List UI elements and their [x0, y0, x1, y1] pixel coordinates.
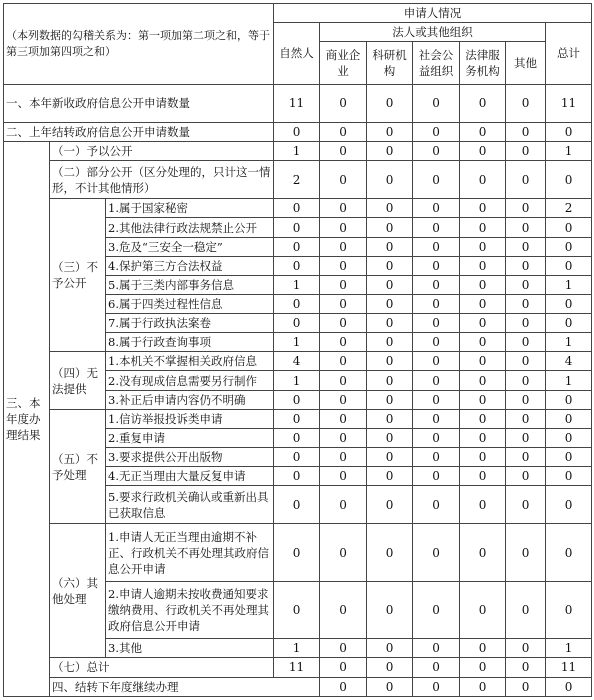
- cell: 0: [506, 428, 546, 447]
- cell: 0: [274, 256, 320, 275]
- cell: 0: [460, 122, 506, 141]
- cell: 0: [413, 141, 460, 160]
- cell: 0: [460, 294, 506, 313]
- cell: 0: [460, 467, 506, 486]
- cell: 0: [460, 199, 506, 218]
- cell: 0: [367, 428, 413, 447]
- cell: 0: [506, 581, 546, 638]
- cell: 0: [274, 122, 320, 141]
- cell: 0: [546, 294, 592, 313]
- cell: 0: [413, 294, 460, 313]
- table-row: [4, 141, 592, 160]
- cell: 0: [274, 237, 320, 256]
- cell: 0: [506, 524, 546, 581]
- cell: 0: [367, 486, 413, 524]
- cell: 0: [320, 658, 367, 677]
- cell: 0: [274, 428, 320, 447]
- row-label: 5.要求行政机关确认或重新出具已获取信息: [106, 486, 274, 524]
- cell: 0: [546, 581, 592, 638]
- cell: 1: [546, 333, 592, 352]
- row-label: 一、本年新收政府信息公开申请数量: [4, 84, 274, 122]
- row-label: 4.保护第三方合法权益: [106, 256, 274, 275]
- cell: 0: [274, 218, 320, 237]
- cell: 11: [274, 84, 320, 122]
- cell: 0: [320, 352, 367, 371]
- cell: 0: [506, 161, 546, 199]
- cell: 0: [506, 486, 546, 524]
- cell: 0: [320, 390, 367, 409]
- cell: 0: [546, 161, 592, 199]
- cell: 0: [413, 371, 460, 390]
- cell: 0: [367, 333, 413, 352]
- cell: 0: [367, 161, 413, 199]
- row-label: 1.申请人无正当理由逾期不补正、行政机关不再处理其政府信息公开申请: [106, 524, 274, 581]
- cell: 0: [274, 581, 320, 638]
- cell: 0: [546, 467, 592, 486]
- cell: 1: [546, 639, 592, 658]
- cell: 1: [546, 141, 592, 160]
- header-other: 其他: [506, 42, 546, 84]
- cell: 0: [367, 199, 413, 218]
- cell: 0: [506, 333, 546, 352]
- cell: 0: [413, 275, 460, 294]
- table-row: [4, 677, 592, 696]
- cell: 0: [546, 314, 592, 333]
- cell: 0: [320, 333, 367, 352]
- header-legal: 法人或其他组织: [320, 23, 546, 42]
- cell: 2: [546, 199, 592, 218]
- cell: 0: [274, 199, 320, 218]
- row-label: 2.没有现成信息需要另行制作: [106, 371, 274, 390]
- group-label: （四）无法提供: [50, 352, 106, 409]
- cell: 0: [367, 141, 413, 160]
- cell: 0: [546, 677, 592, 696]
- cell: 0: [506, 218, 546, 237]
- cell: 0: [274, 486, 320, 524]
- cell: 0: [546, 390, 592, 409]
- cell: 0: [506, 237, 546, 256]
- row-label: 2.重复申请: [106, 428, 274, 447]
- cell: 0: [506, 677, 546, 696]
- cell: 0: [367, 658, 413, 677]
- cell: 0: [506, 390, 546, 409]
- cell: 0: [413, 237, 460, 256]
- cell: 0: [320, 218, 367, 237]
- cell: 11: [546, 658, 592, 677]
- cell: 0: [413, 122, 460, 141]
- cell: 0: [320, 314, 367, 333]
- cell: 4: [546, 352, 592, 371]
- cell: 0: [413, 524, 460, 581]
- cell: 0: [546, 486, 592, 524]
- cell: 0: [320, 467, 367, 486]
- cell: 0: [506, 447, 546, 466]
- cell: 0: [460, 333, 506, 352]
- cell: 0: [320, 371, 367, 390]
- cell: 0: [320, 486, 367, 524]
- row-label: 1.信访举报投诉类申请: [106, 409, 274, 428]
- cell: 0: [546, 256, 592, 275]
- cell: 0: [320, 581, 367, 638]
- cell: 0: [460, 237, 506, 256]
- cell: 0: [506, 256, 546, 275]
- table-row: [4, 84, 592, 122]
- cell: 0: [413, 84, 460, 122]
- cell: 0: [367, 524, 413, 581]
- table-row: [4, 524, 592, 581]
- cell: 0: [546, 122, 592, 141]
- header-note: （本列数据的勾稽关系为：第一项加第二项之和，等于第三项加第四项之和）: [4, 4, 274, 85]
- cell: 0: [460, 428, 506, 447]
- cell: 0: [460, 524, 506, 581]
- row-label: 6.属于四类过程性信息: [106, 294, 274, 313]
- header-legal-service: 法律服务机构: [460, 42, 506, 84]
- cell: 4: [274, 352, 320, 371]
- cell: 0: [320, 141, 367, 160]
- cell: 0: [546, 218, 592, 237]
- row-label: 3.补正后申请内容仍不明确: [106, 390, 274, 409]
- group-label: （五）不予处理: [50, 409, 106, 524]
- row-label: 3.危及“三安全一稳定”: [106, 237, 274, 256]
- cell: 0: [506, 122, 546, 141]
- cell: 0: [413, 677, 460, 696]
- cell: 0: [506, 371, 546, 390]
- statistics-table: [3, 3, 592, 697]
- cell: 0: [413, 333, 460, 352]
- cell: 0: [506, 658, 546, 677]
- cell: 0: [367, 581, 413, 638]
- group-label: （三）不予公开: [50, 199, 106, 352]
- cell: 0: [460, 390, 506, 409]
- cell: 0: [413, 581, 460, 638]
- cell: 0: [460, 677, 506, 696]
- section-three-label: 三、本年度办理结果: [4, 141, 50, 696]
- cell: 0: [367, 467, 413, 486]
- cell: 0: [274, 524, 320, 581]
- table-row: [4, 658, 592, 677]
- row-label: 7.属于行政执法案卷: [106, 314, 274, 333]
- cell: 0: [367, 371, 413, 390]
- cell: 0: [367, 409, 413, 428]
- cell: 0: [274, 447, 320, 466]
- row-label: 四、结转下年度继续办理: [50, 677, 320, 696]
- row-label: 1.本机关不掌握相关政府信息: [106, 352, 274, 371]
- cell: 1: [546, 371, 592, 390]
- cell: 0: [413, 447, 460, 466]
- cell: 0: [460, 84, 506, 122]
- cell: 0: [367, 390, 413, 409]
- cell: 0: [546, 409, 592, 428]
- cell: 0: [367, 639, 413, 658]
- cell: 0: [546, 237, 592, 256]
- cell: 0: [506, 352, 546, 371]
- table-row: [4, 122, 592, 141]
- cell: 0: [506, 141, 546, 160]
- table-row: [4, 352, 592, 371]
- cell: 0: [274, 467, 320, 486]
- cell: 0: [413, 467, 460, 486]
- cell: 0: [460, 639, 506, 658]
- cell: 0: [320, 428, 367, 447]
- row-label: 3.其他: [106, 639, 274, 658]
- cell: 0: [460, 581, 506, 638]
- row-label: 2.申请人逾期未按收费通知要求缴纳费用、行政机关不再处理其政府信息公开申请: [106, 581, 274, 638]
- cell: 0: [320, 122, 367, 141]
- cell: 0: [320, 677, 367, 696]
- row-label: 8.属于行政查询事项: [106, 333, 274, 352]
- cell: 1: [274, 639, 320, 658]
- cell: 0: [367, 352, 413, 371]
- cell: 0: [460, 447, 506, 466]
- cell: 0: [320, 256, 367, 275]
- cell: 0: [367, 275, 413, 294]
- cell: 0: [320, 524, 367, 581]
- table-row: [4, 409, 592, 428]
- cell: 0: [546, 524, 592, 581]
- cell: 0: [546, 447, 592, 466]
- row-label: （一）予以公开: [50, 141, 274, 160]
- cell: 0: [506, 314, 546, 333]
- cell: 0: [506, 467, 546, 486]
- row-label: 1.属于国家秘密: [106, 199, 274, 218]
- cell: 0: [413, 639, 460, 658]
- cell: 0: [367, 84, 413, 122]
- cell: 0: [546, 428, 592, 447]
- cell: 1: [274, 141, 320, 160]
- header-commercial: 商业企业: [320, 42, 367, 84]
- cell: 1: [274, 333, 320, 352]
- cell: 0: [506, 275, 546, 294]
- row-label: 5.属于三类内部事务信息: [106, 275, 274, 294]
- cell: 1: [546, 275, 592, 294]
- cell: 0: [506, 84, 546, 122]
- cell: 0: [460, 486, 506, 524]
- cell: 0: [413, 199, 460, 218]
- cell: 11: [546, 84, 592, 122]
- cell: 11: [274, 658, 320, 677]
- cell: 0: [274, 409, 320, 428]
- row-label: 4.无正当理由大量反复申请: [106, 467, 274, 486]
- cell: 0: [413, 161, 460, 199]
- row-label: （七）总计: [50, 658, 274, 677]
- cell: 0: [274, 314, 320, 333]
- header-social: 社会公益组织: [413, 42, 460, 84]
- cell: 0: [320, 639, 367, 658]
- cell: 0: [460, 275, 506, 294]
- cell: 0: [506, 639, 546, 658]
- header-research: 科研机构: [367, 42, 413, 84]
- group-label: （六）其他处理: [50, 524, 106, 658]
- cell: 0: [460, 352, 506, 371]
- cell: 0: [413, 409, 460, 428]
- header-natural: 自然人: [274, 23, 320, 84]
- cell: 0: [413, 314, 460, 333]
- cell: 0: [460, 314, 506, 333]
- cell: 0: [413, 352, 460, 371]
- cell: 2: [274, 161, 320, 199]
- cell: 0: [367, 256, 413, 275]
- cell: 0: [460, 161, 506, 199]
- cell: 0: [506, 294, 546, 313]
- cell: 0: [413, 390, 460, 409]
- cell: 0: [367, 122, 413, 141]
- cell: 0: [367, 237, 413, 256]
- row-label: 3.要求提供公开出版物: [106, 447, 274, 466]
- cell: 0: [320, 237, 367, 256]
- cell: 1: [274, 371, 320, 390]
- cell: 0: [413, 428, 460, 447]
- cell: 0: [460, 141, 506, 160]
- row-label: （二）部分公开（区分处理的，只计这一情形，不计其他情形）: [50, 161, 274, 199]
- cell: 0: [320, 275, 367, 294]
- cell: 0: [320, 84, 367, 122]
- row-label: 2.其他法律行政法规禁止公开: [106, 218, 274, 237]
- cell: 0: [367, 677, 413, 696]
- cell: 0: [367, 447, 413, 466]
- cell: 0: [460, 371, 506, 390]
- cell: 0: [460, 658, 506, 677]
- cell: 0: [460, 409, 506, 428]
- cell: 0: [320, 294, 367, 313]
- header-total: 总计: [546, 23, 592, 84]
- cell: 0: [506, 409, 546, 428]
- row-label: 二、上年结转政府信息公开申请数量: [4, 122, 274, 141]
- cell: 0: [320, 161, 367, 199]
- cell: 0: [413, 486, 460, 524]
- cell: 0: [460, 256, 506, 275]
- cell: 0: [320, 199, 367, 218]
- cell: 0: [460, 218, 506, 237]
- cell: 0: [320, 447, 367, 466]
- cell: 0: [506, 199, 546, 218]
- cell: 0: [274, 390, 320, 409]
- cell: 1: [274, 275, 320, 294]
- cell: 0: [367, 218, 413, 237]
- cell: 0: [274, 294, 320, 313]
- cell: 0: [367, 314, 413, 333]
- cell: 0: [413, 256, 460, 275]
- table-row: [4, 161, 592, 199]
- table-row: [4, 199, 592, 218]
- header-applicant: 申请人情况: [274, 4, 592, 23]
- cell: 0: [413, 658, 460, 677]
- cell: 0: [413, 218, 460, 237]
- cell: 0: [367, 294, 413, 313]
- cell: 0: [320, 409, 367, 428]
